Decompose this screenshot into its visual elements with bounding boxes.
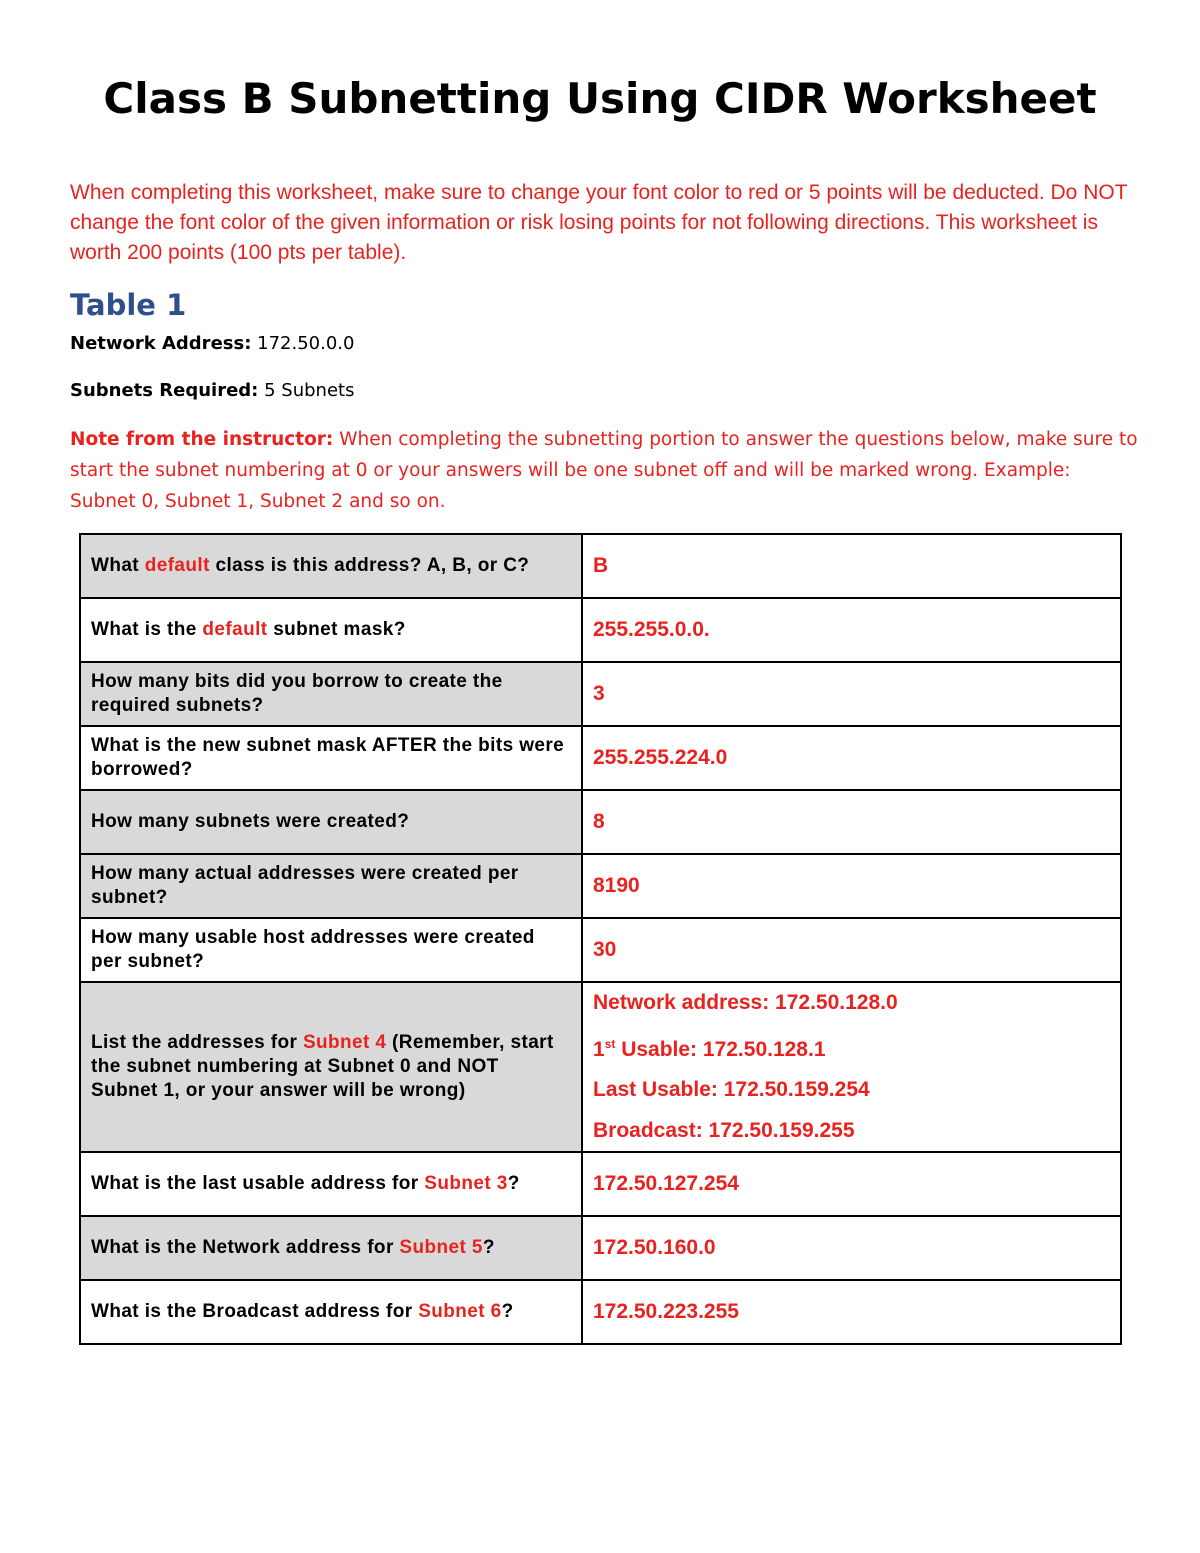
table-row	[80, 790, 1121, 854]
answer-cell[interactable]: B	[582, 534, 1121, 598]
table-row	[80, 598, 1121, 662]
answer-cell[interactable]: 172.50.160.0	[582, 1216, 1121, 1280]
question-cell: What is the default subnet mask?	[80, 598, 582, 662]
question-cell: What is the Network address for Subnet 5?	[80, 1216, 582, 1280]
instructor-note	[70, 424, 1140, 517]
answer-cell-subnet-4[interactable]	[582, 982, 1121, 1152]
network-address-label: Network Address:	[70, 333, 252, 354]
subnets-required-line	[70, 380, 354, 401]
table-row	[80, 1152, 1121, 1216]
answer-cell[interactable]: 8190	[582, 854, 1121, 918]
answer-cell[interactable]: 30	[582, 918, 1121, 982]
question-cell: What is the last usable address for Subnet 3?	[80, 1152, 582, 1216]
answer-cell[interactable]: 172.50.127.254	[582, 1152, 1121, 1216]
table-row	[80, 1280, 1121, 1344]
question-cell: How many actual addresses were created per subnet?	[80, 854, 582, 918]
question-cell: What default class is this address? A, B, or C?	[80, 534, 582, 598]
table-row	[80, 982, 1121, 1152]
subnet-4-first-usable: 1st Usable: 172.50.128.1	[593, 1036, 826, 1061]
answer-cell[interactable]: 3	[582, 662, 1121, 726]
answer-cell[interactable]: 172.50.223.255	[582, 1280, 1121, 1344]
note-label: Note from the instructor:	[70, 429, 334, 450]
subnet-4-broadcast: Broadcast: 172.50.159.255	[593, 1118, 855, 1142]
page-title: Class B Subnetting Using CIDR Worksheet	[103, 74, 1097, 123]
question-cell: How many usable host addresses were created per subnet?	[80, 918, 582, 982]
network-address-value: 172.50.0.0	[257, 333, 355, 354]
question-cell: What is the new subnet mask AFTER the bits were borrowed?	[80, 726, 582, 790]
network-address-line	[70, 333, 354, 354]
question-cell: What is the Broadcast address for Subnet 6?	[80, 1280, 582, 1344]
subnet-4-network: Network address: 172.50.128.0	[593, 991, 898, 1014]
intro-instructions: When completing this worksheet, make sure to change your font color to red or 5 points will be deducted. Do NOT change the font color of the given information or risk losing points for not following directions. This worksheet is worth 200 points (100 pts per table).	[70, 181, 1128, 264]
table-row	[80, 534, 1121, 598]
question-cell: List the addresses for Subnet 4 (Remember, start the subnet numbering at Subnet 0 and NOT Subnet 1, or your answer will be wrong)	[80, 982, 582, 1152]
table-row	[80, 662, 1121, 726]
table-row	[80, 854, 1121, 918]
subnet-4-last-usable: Last Usable: 172.50.159.254	[593, 1078, 870, 1101]
answer-cell[interactable]: 8	[582, 790, 1121, 854]
table-heading: Table 1	[70, 288, 187, 322]
table-row	[80, 1216, 1121, 1280]
table-row	[80, 726, 1121, 790]
subnets-required-label: Subnets Required:	[70, 380, 259, 401]
answer-cell[interactable]: 255.255.224.0	[582, 726, 1121, 790]
note-text: When completing the subnetting portion to answer the questions below, make sure to start the subnet numbering at 0 or your answers will be one subnet off and will be marked wrong. Example: Subnet 0, Subnet 1, Subnet 2 and so on.	[70, 429, 1138, 512]
subnets-required-value: 5 Subnets	[264, 380, 355, 401]
answer-cell[interactable]: 255.255.0.0.	[582, 598, 1121, 662]
table-row	[80, 918, 1121, 982]
question-cell: How many subnets were created?	[80, 790, 582, 854]
question-cell: How many bits did you borrow to create the required subnets?	[80, 662, 582, 726]
question-table	[79, 533, 1122, 1345]
